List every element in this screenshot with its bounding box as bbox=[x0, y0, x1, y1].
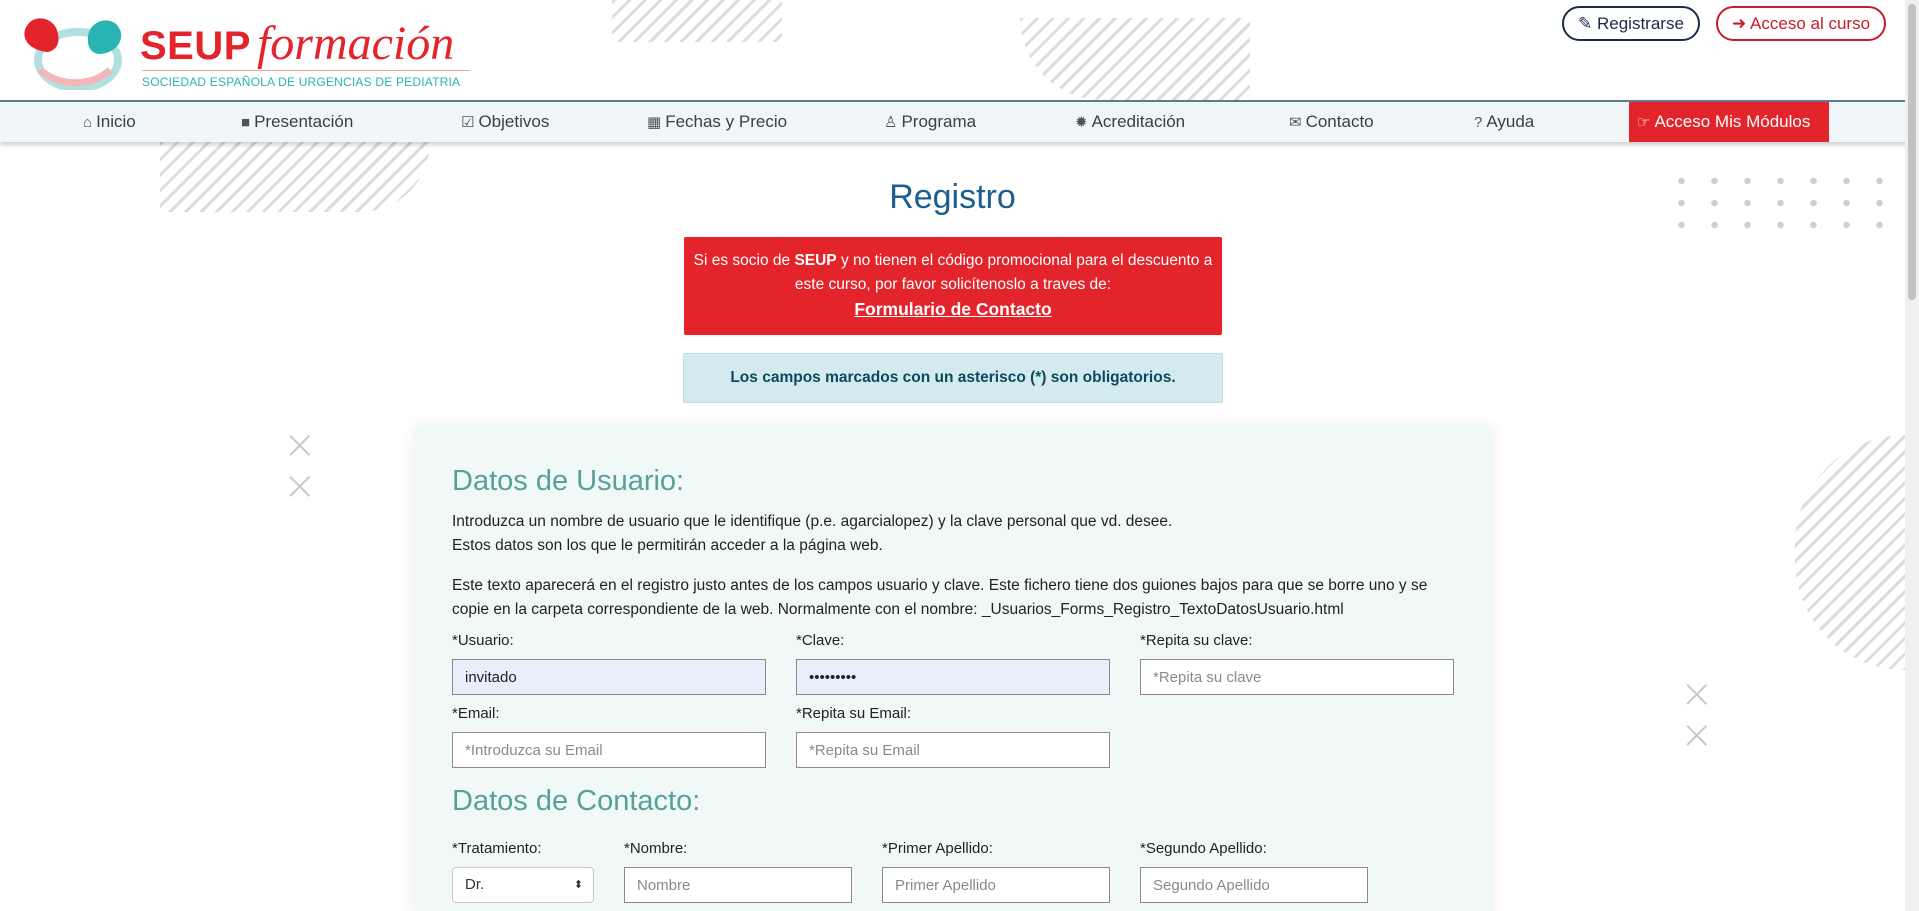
nav-label: Acceso Mis Módulos bbox=[1654, 112, 1811, 131]
repeat-email-input[interactable] bbox=[796, 732, 1110, 768]
intro-line: Estos datos son los que le permitirán acceder a la página web. bbox=[452, 537, 883, 554]
envelope-icon: ✉ bbox=[1289, 114, 1302, 131]
username-label: *Usuario: bbox=[452, 632, 514, 649]
seup-logo[interactable] bbox=[18, 12, 461, 92]
email-label: *Email: bbox=[452, 705, 500, 722]
nav-label: Objetivos bbox=[478, 112, 550, 131]
repeat-password-input[interactable] bbox=[1140, 659, 1454, 695]
main-nav bbox=[0, 100, 1919, 142]
certificate-icon: ✹ bbox=[1075, 114, 1088, 131]
nav-label: Fechas y Precio bbox=[665, 112, 788, 131]
password-label: *Clave: bbox=[796, 632, 845, 649]
nav-label: Presentación bbox=[254, 112, 354, 131]
question-circle-icon: ? bbox=[1474, 114, 1483, 131]
treatment-label: *Tratamiento: bbox=[452, 840, 542, 857]
course-access-label: Acceso al curso bbox=[1750, 14, 1871, 33]
second-surname-label: *Segundo Apellido: bbox=[1140, 840, 1267, 857]
sign-in-icon: ➜ bbox=[1732, 14, 1747, 33]
logo-mark-icon bbox=[18, 14, 124, 90]
alert-bold: SEUP bbox=[794, 252, 837, 269]
nav-item-acceso-modulos[interactable] bbox=[1629, 102, 1829, 142]
first-surname-label: *Primer Apellido: bbox=[882, 840, 993, 857]
repeat-email-label: *Repita su Email: bbox=[796, 705, 912, 722]
pencil-icon: ✎ bbox=[1578, 14, 1593, 33]
nav-item-contacto[interactable] bbox=[1289, 102, 1374, 142]
logo-subtitle: SOCIEDAD ESPAÑOLA DE URGENCIAS DE PEDIATRIA bbox=[142, 70, 470, 89]
decor-x-icon: × bbox=[1680, 671, 1714, 717]
required-fields-info: Los campos marcados con un asterisco (*) son obligatorios. bbox=[683, 353, 1223, 403]
course-access-button[interactable] bbox=[1716, 6, 1886, 41]
contact-data-title: Datos de Contacto: bbox=[452, 785, 701, 817]
hand-pointer-icon: ☞ bbox=[1637, 114, 1651, 131]
second-surname-input[interactable] bbox=[1140, 867, 1368, 903]
page-title: Registro bbox=[889, 178, 1016, 216]
decor-x-icon: × bbox=[1680, 712, 1714, 758]
decor-x-icon: × bbox=[283, 463, 317, 509]
user-md-icon: ♙ bbox=[884, 114, 898, 131]
username-input[interactable] bbox=[452, 659, 766, 695]
logo-title-formacion: formación bbox=[256, 17, 455, 70]
first-name-input[interactable] bbox=[624, 867, 852, 903]
register-button[interactable] bbox=[1562, 6, 1700, 41]
repeat-password-label: *Repita su clave: bbox=[1140, 632, 1253, 649]
nav-label: Programa bbox=[901, 112, 977, 131]
treatment-select[interactable] bbox=[452, 867, 594, 903]
decor-x-icon: × bbox=[283, 422, 317, 468]
video-icon: ■ bbox=[241, 114, 251, 131]
treatment-value: Dr. bbox=[465, 876, 485, 893]
password-input[interactable] bbox=[796, 659, 1110, 695]
nav-item-inicio[interactable] bbox=[83, 102, 136, 142]
home-icon: ⌂ bbox=[83, 114, 93, 131]
register-label: Registrarse bbox=[1596, 14, 1684, 33]
intro-line: Introduzca un nombre de usuario que le identifique (p.e. agarcialopez) y la clave personal que vd. desee. bbox=[452, 513, 1173, 530]
site-header bbox=[0, 0, 1919, 100]
nav-item-programa[interactable] bbox=[884, 102, 976, 142]
user-data-note: Este texto aparecerá en el registro justo antes de los campos usuario y clave. Este fichero tiene dos guiones bajos para que se borre uno y se copie en la carpeta correspondiente de la web. Normalmente con el nombre: _Usuarios_Forms_Registro_TextoDatosUsuario.html bbox=[452, 577, 1428, 618]
user-data-title: Datos de Usuario: bbox=[452, 465, 685, 497]
page-scrollbar[interactable] bbox=[1905, 0, 1919, 911]
alert-text: Si es socio de bbox=[693, 252, 795, 269]
calendar-icon: ▦ bbox=[647, 114, 662, 131]
scrollbar-thumb[interactable] bbox=[1908, 4, 1916, 300]
alert-text: y no tienen el código promocional para el descuento a este curso, por favor solicítenoslo a traves de: bbox=[794, 252, 1213, 293]
contact-form-link[interactable]: Formulario de Contacto bbox=[854, 299, 1052, 319]
checkbox-icon: ☑ bbox=[461, 114, 475, 131]
nav-label: Acreditación bbox=[1091, 112, 1186, 131]
decor-stripes-right bbox=[1795, 435, 1905, 670]
logo-title-seup: SEUP bbox=[140, 24, 251, 68]
first-surname-input[interactable] bbox=[882, 867, 1110, 903]
select-arrows-icon: ⬍ bbox=[573, 879, 583, 891]
nav-item-fechas-precio[interactable] bbox=[647, 102, 787, 142]
first-name-label: *Nombre: bbox=[624, 840, 688, 857]
email-input[interactable] bbox=[452, 732, 766, 768]
nav-item-acreditacion[interactable] bbox=[1075, 102, 1185, 142]
nav-item-ayuda[interactable] bbox=[1474, 102, 1534, 142]
nav-label: Ayuda bbox=[1486, 112, 1535, 131]
nav-label: Inicio bbox=[96, 112, 136, 131]
nav-item-objetivos[interactable] bbox=[461, 102, 549, 142]
nav-label: Contacto bbox=[1305, 112, 1374, 131]
user-data-intro bbox=[452, 510, 1462, 558]
nav-item-presentacion[interactable] bbox=[241, 102, 353, 142]
member-discount-alert bbox=[684, 237, 1222, 335]
logo-title bbox=[140, 16, 454, 71]
